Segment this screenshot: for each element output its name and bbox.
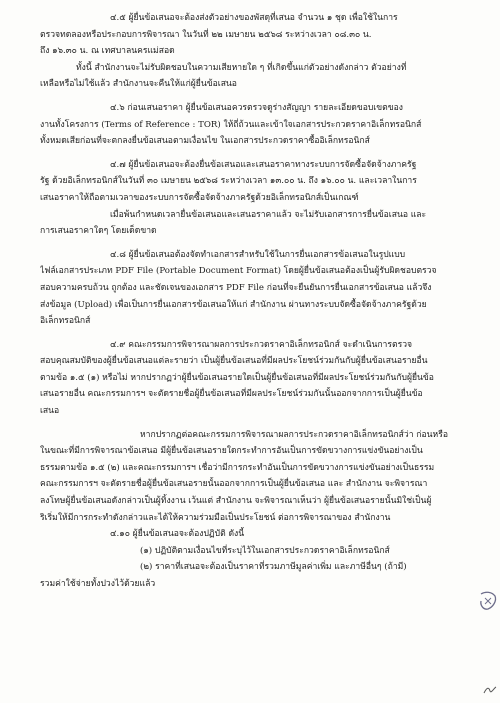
text-line: สอบความครบถ้วน ถูกต้อง และชัดเจนของเอกสาร PDF File ก่อนที่จะยืนยันการยื่นเอกสารข้อเสนอ แล้วจึง (40, 282, 432, 293)
sub-item-1: (๑) ปฏิบัติตามเงื่อนไขที่ระบุไว้ในเอกสารประกวดราคาอิเล็กทรอนิกส์ (140, 545, 390, 556)
text-line: ตามข้อ ๑.๕ (๑) หรือไม่ หากปรากฏว่าผู้ยื่นข้อเสนอรายใดเป็นผู้ยื่นข้อเสนอที่มีผลประโยชน์ร่วมกันกับผู้ยื่นข้อ (40, 372, 434, 383)
text-line: งานทั้งโครงการ (Terms of Reference : TOR) ให้ถี่ถ้วนและเข้าใจเอกสารประกวดราคาอิเล็กทรอนิกส์ (40, 119, 422, 130)
text-line: สอบคุณสมบัติของผู้ยื่นข้อเสนอแต่ละรายว่า เป็นผู้ยื่นข้อเสนอที่มีผลประโยชน์ร่วมกันกับผู้ยื่นข้อเสนอรายอื่น (40, 356, 428, 367)
text-line: รวมค่าใช้จ่ายทั้งปวงไว้ด้วยแล้ว (40, 579, 156, 589)
clause-4-6-line: ๔.๖ ก่อนเสนอราคา ผู้ยื่นข้อเสนอควรตรวจดูร่างสัญญา รายละเอียดขอบเขตของ (110, 102, 403, 113)
text-line: ลงโทษผู้ยื่นข้อเสนอดังกล่าวเป็นผู้ทิ้งงาน เว้นแต่ สำนักงาน จะพิจารณาเห็นว่า ผู้ยื่นข้อเสนอรายนั้นมิใช่เป็นผู้ (40, 496, 432, 507)
clause-4-5-line: ๔.๕ ผู้ยื่นข้อเสนอจะต้องส่งตัวอย่างของพัสดุที่เสนอ จำนวน ๑ ชุด เพื่อใช้ในการ (110, 13, 398, 23)
text-line: เสนอราคาให้ถือตามเวลาของระบบการจัดซื้อจัดจ้างภาครัฐด้วยอิเล็กทรอนิกส์เป็นเกณฑ์ (40, 192, 359, 203)
text-line: ทั้งหมดเสียก่อนที่จะตกลงยื่นข้อเสนอตามเงื่อนไข ในเอกสารประกวดราคาซื้ออิเล็กทรอนิกส์ (40, 136, 370, 147)
text-line: ถึง ๑๖.๓๐ น. ณ เทศบาลนครแม่สอด (40, 46, 175, 57)
text-line: ไฟล์เอกสารประเภท PDF File (Portable Document Format) โดยผู้ยื่นข้อเสนอต้องเป็นผู้รับผิดชอบตรวจ (40, 266, 437, 277)
text-line: อิเล็กทรอนิกส์ (40, 316, 91, 327)
text-line: หากปรากฏต่อคณะกรรมการพิจารณาผลการประกวดราคาอิเล็กทรอนิกส์ว่า ก่อนหรือ (140, 429, 448, 440)
text-line: ในขณะที่มีการพิจารณาข้อเสนอ มีผู้ยื่นข้อเสนอรายใดกระทำการอันเป็นการขัดขวางการแข่งขันอย่างเป็น (40, 446, 423, 457)
text-line: เสนอ (40, 406, 60, 417)
text-line: เมื่อพ้นกำหนดเวลายื่นข้อเสนอและเสนอราคาแล้ว จะไม่รับเอกสารการยื่นข้อเสนอ และ (110, 209, 427, 220)
clause-4-10-line: ๔.๑๐ ผู้ยื่นข้อเสนอจะต้องปฏิบัติ ดังนี้ (110, 529, 245, 540)
text-line: ทั้งนี้ สำนักงานจะไม่รับผิดชอบในความเสียหายใด ๆ ที่เกิดขึ้นแก่ตัวอย่างดังกล่าว ตัวอย่างที่ (76, 62, 407, 73)
official-seal-icon (478, 590, 498, 612)
text-line: รัฐ ด้วยอิเล็กทรอนิกส์ในวันที่ ๓๐ เมษายน ๒๕๖๘ ระหว่างเวลา ๑๓.๐๐ น. ถึง ๑๖.๐๐ น. และเวลาในการ (40, 176, 417, 187)
initials-mark-icon (483, 685, 497, 695)
clause-4-9-line: ๔.๙ คณะกรรมการพิจารณาผลการประกวดราคาอิเล็กทรอนิกส์ จะดำเนินการตรวจ (110, 339, 413, 350)
document-body (40, 10, 455, 593)
text-line: ส่งข้อมูล (Upload) เพื่อเป็นการยื่นเอกสารข้อเสนอให้แก่ สำนักงาน ผ่านทางระบบจัดซื้อจัดจ้างภาครัฐด้วย (40, 299, 427, 310)
text-line: การเสนอราคาใดๆ โดยเด็ดขาด (40, 226, 157, 237)
text-line: ธรรมตามข้อ ๑.๕ (๒) และคณะกรรมการฯ เชื่อว่ามีการกระทำอันเป็นการขัดขวางการแข่งขันอย่างเป็นธรรม (40, 462, 435, 473)
sub-item-2: (๒) ราคาที่เสนอจะต้องเป็นราคาที่รวมภาษีมูลค่าเพิ่ม และภาษีอื่นๆ (ถ้ามี) (140, 562, 407, 573)
clause-4-7-line: ๔.๗ ผู้ยื่นข้อเสนอจะต้องยื่นข้อเสนอและเสนอราคาทางระบบการจัดซื้อจัดจ้างภาครัฐ (110, 159, 417, 170)
text-line: คณะกรรมการฯ จะตัดรายชื่อผู้ยื่นข้อเสนอรายนั้นออกจากการเป็นผู้ยื่นข้อเสนอ และ สำนักงาน จะพิจารณา (40, 479, 428, 490)
text-line: ตรวจทดลองหรือประกอบการพิจารณา ในวันที่ ๒๒ เมษายน ๒๕๖๘ ระหว่างเวลา ๐๘.๓๐ น. (40, 29, 372, 40)
clause-4-8-line: ๔.๘ ผู้ยื่นข้อเสนอต้องจัดทำเอกสารสำหรับใช้ในการยื่นเอกสารข้อเสนอในรูปแบบ (110, 249, 406, 260)
text-line: เหลือหรือไม่ใช้แล้ว สำนักงานจะคืนให้แก่ผู้ยื่นข้อเสนอ (40, 79, 237, 90)
text-line: เสนอรายอื่น คณะกรรมการฯ จะตัดรายชื่อผู้ยื่นข้อเสนอที่มีผลประโยชน์ร่วมกันนั้นออกจากการเป็นผู้ยื่นข้อ (40, 389, 423, 400)
text-line: ริเริ่มให้มีการกระทำดังกล่าวและได้ให้ความร่วมมือเป็นประโยชน์ ต่อการพิจารณาของ สำนักงาน (40, 512, 391, 523)
